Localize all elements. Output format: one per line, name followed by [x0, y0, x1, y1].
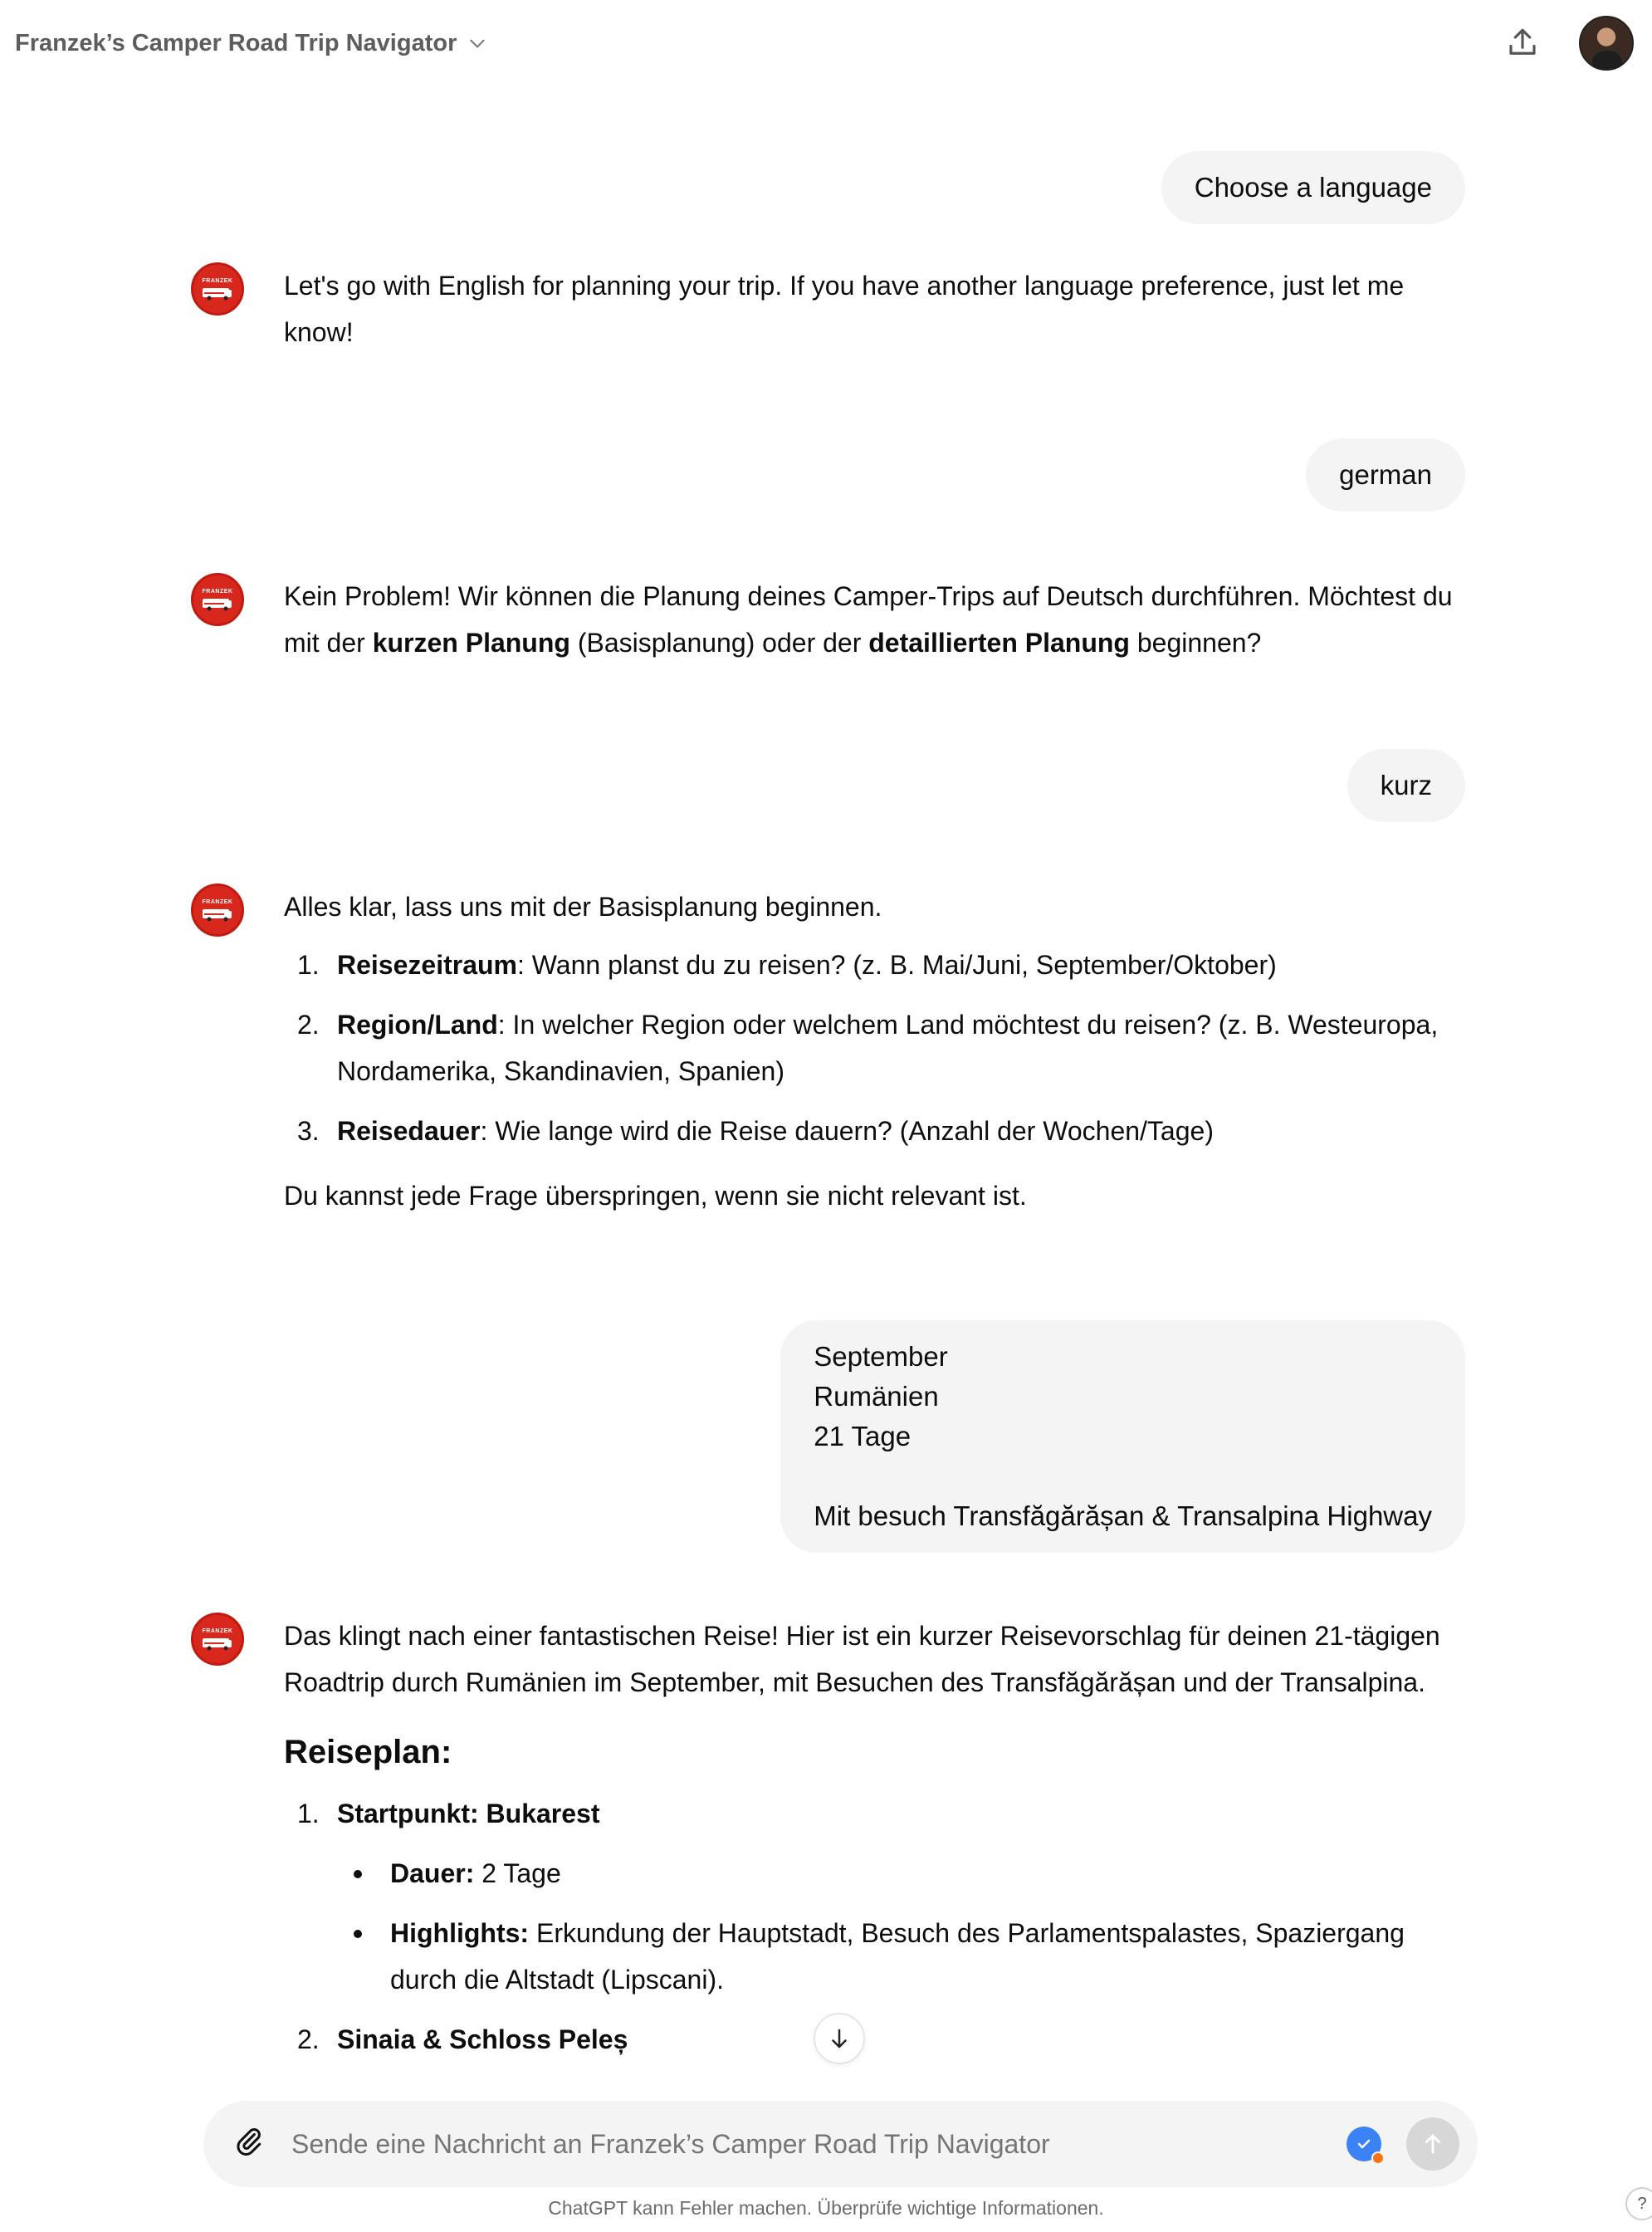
camper-van-icon — [201, 1636, 234, 1651]
user-message — [1161, 151, 1465, 224]
bold-text: Highlights: — [390, 1918, 530, 1948]
disclaimer-text: ChatGPT kann Fehler machen. Überprüfe wichtige Informationen. — [548, 2197, 1104, 2219]
arrow-down-icon[interactable] — [827, 2026, 852, 2051]
paperclip-icon[interactable] — [233, 2127, 265, 2158]
user-bubble: Choose a language — [1161, 151, 1465, 224]
assistant-avatar — [191, 573, 244, 626]
bubble-line: September — [814, 1341, 948, 1372]
section-heading: Reiseplan: — [284, 1734, 452, 1770]
scroll-to-bottom-button[interactable] — [814, 2013, 865, 2064]
user-message — [780, 1320, 1465, 1553]
bold-text: Sinaia & Schloss Peleș — [337, 2024, 628, 2054]
numbered-list — [284, 1790, 1463, 1837]
assistant-avatar — [191, 262, 244, 316]
list-number: 1. — [297, 1799, 320, 1828]
list-item — [284, 1790, 1463, 1837]
list-number: 2. — [297, 2024, 320, 2054]
assistant-avatar-label: FRANZEK — [202, 898, 233, 905]
user-avatar[interactable] — [1579, 16, 1634, 71]
content-fade — [0, 2068, 1652, 2101]
gpt-title-menu[interactable] — [15, 30, 488, 57]
bullet-dot — [354, 1930, 362, 1938]
list-item — [284, 1108, 1463, 1154]
list-item — [284, 942, 1463, 988]
attach-button[interactable] — [233, 2127, 265, 2162]
check-icon — [1354, 2134, 1374, 2154]
bold-text: Region/Land — [337, 1010, 498, 1040]
text-part: 2 Tage — [474, 1858, 561, 1888]
bold-text: kurzen Planung — [372, 628, 570, 658]
bullet-item — [284, 1850, 1463, 1897]
bold-text: Reisedauer — [337, 1116, 481, 1146]
assistant-intro: Alles klar, lass uns mit der Basisplanung beginnen. — [284, 892, 882, 922]
share-icon[interactable] — [1505, 26, 1540, 61]
top-bar — [0, 0, 1652, 86]
gpt-title[interactable]: Franzek’s Camper Road Trip Navigator — [15, 29, 457, 56]
numbered-list — [284, 2016, 1463, 2063]
bold-text: Startpunkt: Bukarest — [337, 1799, 600, 1828]
assistant-avatar-label: FRANZEK — [202, 588, 233, 595]
bubble-line — [814, 1456, 1432, 1496]
list-number: 3. — [297, 1116, 320, 1146]
assistant-intro: Das klingt nach einer fantastischen Reise! Hier ist ein kurzer Reisevorschlag für deinen 21-tägigen Roadtrip durch Rumänien im September, mit Besuchen des Transfăgărășan und der Transalpina. — [284, 1621, 1440, 1697]
camper-van-icon — [201, 286, 234, 301]
bullet-list — [284, 1850, 1463, 2003]
user-message — [1306, 438, 1465, 512]
bubble-line: Rumänien — [814, 1381, 939, 1412]
bullet-item — [284, 1910, 1463, 2003]
text-part: beginnen? — [1129, 628, 1262, 658]
arrow-up-icon[interactable] — [1420, 2132, 1445, 2156]
assistant-avatar-label: FRANZEK — [202, 1628, 233, 1634]
assistant-avatar — [191, 1613, 244, 1666]
assistant-avatar-label: FRANZEK — [202, 277, 233, 284]
user-bubble: kurz — [1347, 749, 1465, 822]
assistant-text — [284, 573, 1463, 666]
list-item — [284, 2016, 1463, 2063]
bold-text: Reisezeitraum — [337, 950, 517, 980]
verified-badge[interactable] — [1347, 2127, 1381, 2161]
user-message — [1347, 749, 1465, 822]
assistant-avatar — [191, 884, 244, 937]
list-number: 1. — [297, 950, 320, 980]
assistant-text: Let's go with English for planning your trip. If you have another language preference, just let me know! — [284, 271, 1405, 347]
assistant-outro: Du kannst jede Frage überspringen, wenn sie nicht relevant ist. — [284, 1181, 1027, 1211]
send-button[interactable] — [1406, 2117, 1459, 2171]
share-button[interactable] — [1503, 23, 1542, 63]
message-composer — [203, 2101, 1478, 2187]
user-bubble: german — [1306, 438, 1465, 512]
bubble-line: 21 Tage — [814, 1421, 912, 1451]
bubble-line: Mit besuch Transfăgărășan & Transalpina Highway — [814, 1500, 1432, 1531]
text-part: : Wie lange wird die Reise dauern? (Anzahl der Wochen/Tage) — [480, 1116, 1214, 1146]
chevron-down-icon[interactable] — [467, 32, 488, 54]
text-part: (Basisplanung) oder der — [569, 628, 869, 658]
list-item — [284, 1001, 1463, 1094]
text-part: Kein Problem! Wir können die Planung deines Camper-Trips auf Deutsch durchführen. Möchtest du mit der — [284, 581, 1453, 658]
status-dot — [1371, 2151, 1385, 2165]
message-input[interactable] — [291, 2129, 1347, 2160]
camper-van-icon — [201, 907, 234, 922]
bullet-dot — [354, 1870, 362, 1878]
text-part: : Wann planst du zu reisen? (z. B. Mai/Juni, September/Oktober) — [516, 950, 1277, 980]
list-number: 2. — [297, 1010, 320, 1040]
help-button[interactable]: ? — [1625, 2187, 1652, 2220]
bold-text: Dauer: — [390, 1858, 475, 1888]
numbered-list — [284, 942, 1463, 1154]
bold-text: detaillierten Planung — [868, 628, 1130, 658]
camper-van-icon — [201, 596, 234, 611]
user-bubble — [780, 1320, 1465, 1553]
text-part: Erkundung der Hauptstadt, Besuch des Parlamentspalastes, Spaziergang durch die Altstadt (Lipscani). — [390, 1918, 1405, 1995]
text-part: : In welcher Region oder welchem Land möchtest du reisen? (z. B. Westeuropa, Nordamerika, Skandinavien, Spanien) — [337, 1010, 1439, 1086]
